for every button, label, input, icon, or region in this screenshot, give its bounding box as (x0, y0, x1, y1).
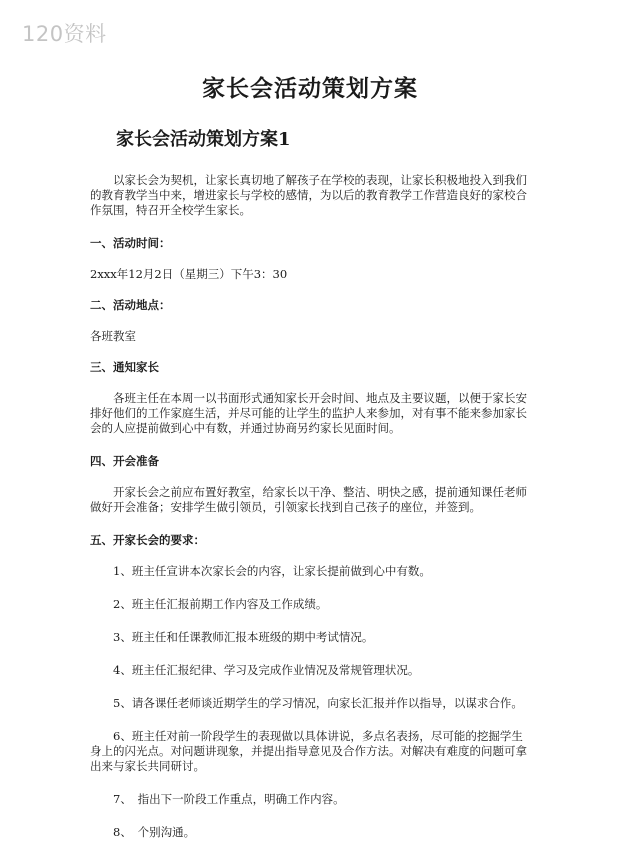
requirement-item: 8、 个别沟通。 (113, 825, 196, 839)
requirement-item: 7、 指出下一阶段工作重点，明确工作内容。 (113, 792, 345, 806)
requirement-item: 2、班主任汇报前期工作内容及工作成绩。 (113, 597, 328, 611)
document-title: 家长会活动策划方案 (202, 75, 418, 102)
document-page (90, 70, 530, 858)
requirement-item: 3、班主任和任课教师汇报本班级的期中考试情况。 (113, 630, 374, 644)
place-value: 各班教室 (90, 329, 136, 343)
requirements-heading: 五、开家长会的要求： (90, 533, 205, 547)
prep-paragraph: 开家长会之前应布置好教室，给家长以干净、整洁、明快之感，提前通知课任老师做好开会准备；安排学生做引领员，引领家长找到自己孩子的座位，并签到。 (90, 485, 527, 514)
requirement-item: 5、请各课任老师谈近期学生的学习情况，向家长汇报并作以指导，以谋求合作。 (113, 696, 523, 710)
section-title: 家长会活动策划方案1 (116, 129, 291, 150)
intro-paragraph: 以家长会为契机，让家长真切地了解孩子在学校的表现，让家长积极地投入到我们的教育教学当中来，增进家长与学校的感情，为以后的教育教学工作营造良好的家校合作氛围，特召开全校学生家长。 (90, 173, 527, 217)
place-heading: 二、活动地点： (90, 298, 171, 312)
watermark: 120资料 (22, 22, 107, 46)
requirement-item: 6、班主任对前一阶段学生的表现做以具体讲说，多点名表扬，尽可能的挖掘学生身上的闪光点。对问题讲现象，并提出指导意见及合作方法。对解决有难度的问题可拿出来与家长共同研讨。 (90, 729, 527, 773)
time-value: 2xxx年12月2日（星期三）下午3：30 (90, 267, 288, 281)
prep-heading: 四、开会准备 (90, 454, 159, 468)
notify-heading: 三、通知家长 (90, 360, 159, 374)
requirement-item: 1、班主任宣讲本次家长会的内容，让家长提前做到心中有数。 (113, 564, 431, 578)
requirement-item: 4、班主任汇报纪律、学习及完成作业情况及常规管理状况。 (113, 663, 420, 677)
time-heading: 一、活动时间： (90, 236, 171, 250)
notify-paragraph: 各班主任在本周一以书面形式通知家长开会时间、地点及主要议题，以便于家长安排好他们的工作家庭生活，并尽可能的让学生的监护人来参加，对有事不能来参加家长会的人应提前做到心中有数，并通过协商另约家长见面时间。 (90, 391, 527, 435)
